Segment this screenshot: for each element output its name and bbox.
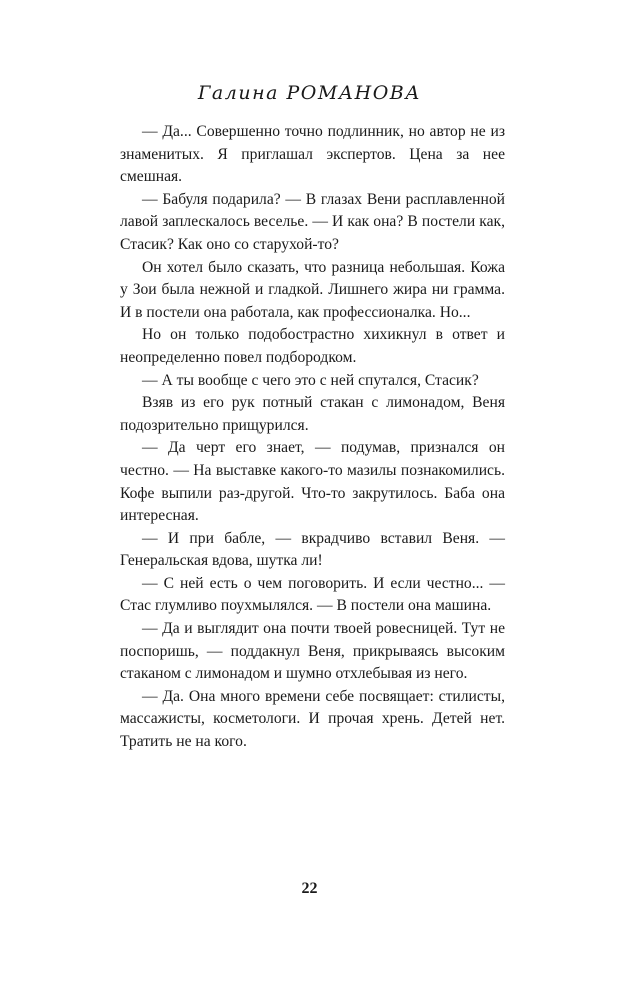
body-text <box>120 121 505 754</box>
paragraph: — С ней есть о чем поговорить. И если честно... — Стас глумливо поухмылялся. — В постели она машина. <box>120 574 505 615</box>
paragraph: Он хотел было сказать, что разница небольшая. Кожа у Зои была нежной и гладкой. Лишнего жира ни грамма. И в постели она работала, как профессионалка. Но... <box>120 258 505 321</box>
paragraph: — Да. Она много времени себе посвящает: стилисты, массажисты, косметологи. И прочая хрень. Детей нет. Тратить не на кого. <box>120 687 505 751</box>
paragraph: Но он только подобострастно хихикнул в ответ и неопределенно повел подбородком. <box>120 326 505 366</box>
paragraph: — А ты вообще с чего это с ней спутался, Стасик? <box>142 371 479 389</box>
paragraph: Взяв из его рук потный стакан с лимонадом, Веня подозрительно прищурился. <box>120 394 505 434</box>
paragraph: — И при бабле, — вкрадчиво вставил Веня. — Генеральская вдова, шутка ли! <box>120 529 505 570</box>
paragraph: — Да... Совершенно точно подлинник, но автор не из знаменитых. Я приглашал экспертов. Цена за нее смешная. <box>120 123 505 186</box>
paragraph: — Бабуля подарила? — В глазах Вени расплавленной лавой заплескалось веселье. — И как она? В постели как, Стасик? Как оно со старухой-то? <box>120 190 505 253</box>
paragraph: — Да и выглядит она почти твоей ровесницей. Тут не поспоришь, — поддакнул Веня, прикрываясь высоким стаканом с лимонадом и шумно отхлебывая из него. <box>120 620 505 683</box>
paragraph: — Да черт его знает, — подумав, признался он честно. — На выставке какого-то мазилы познакомились. Кофе выпили раз-другой. Что-то закрутилось. Баба она интересная. <box>120 439 505 525</box>
running-header: Галина РОМАНОВА <box>197 82 422 104</box>
page-number: 22 <box>301 880 318 897</box>
